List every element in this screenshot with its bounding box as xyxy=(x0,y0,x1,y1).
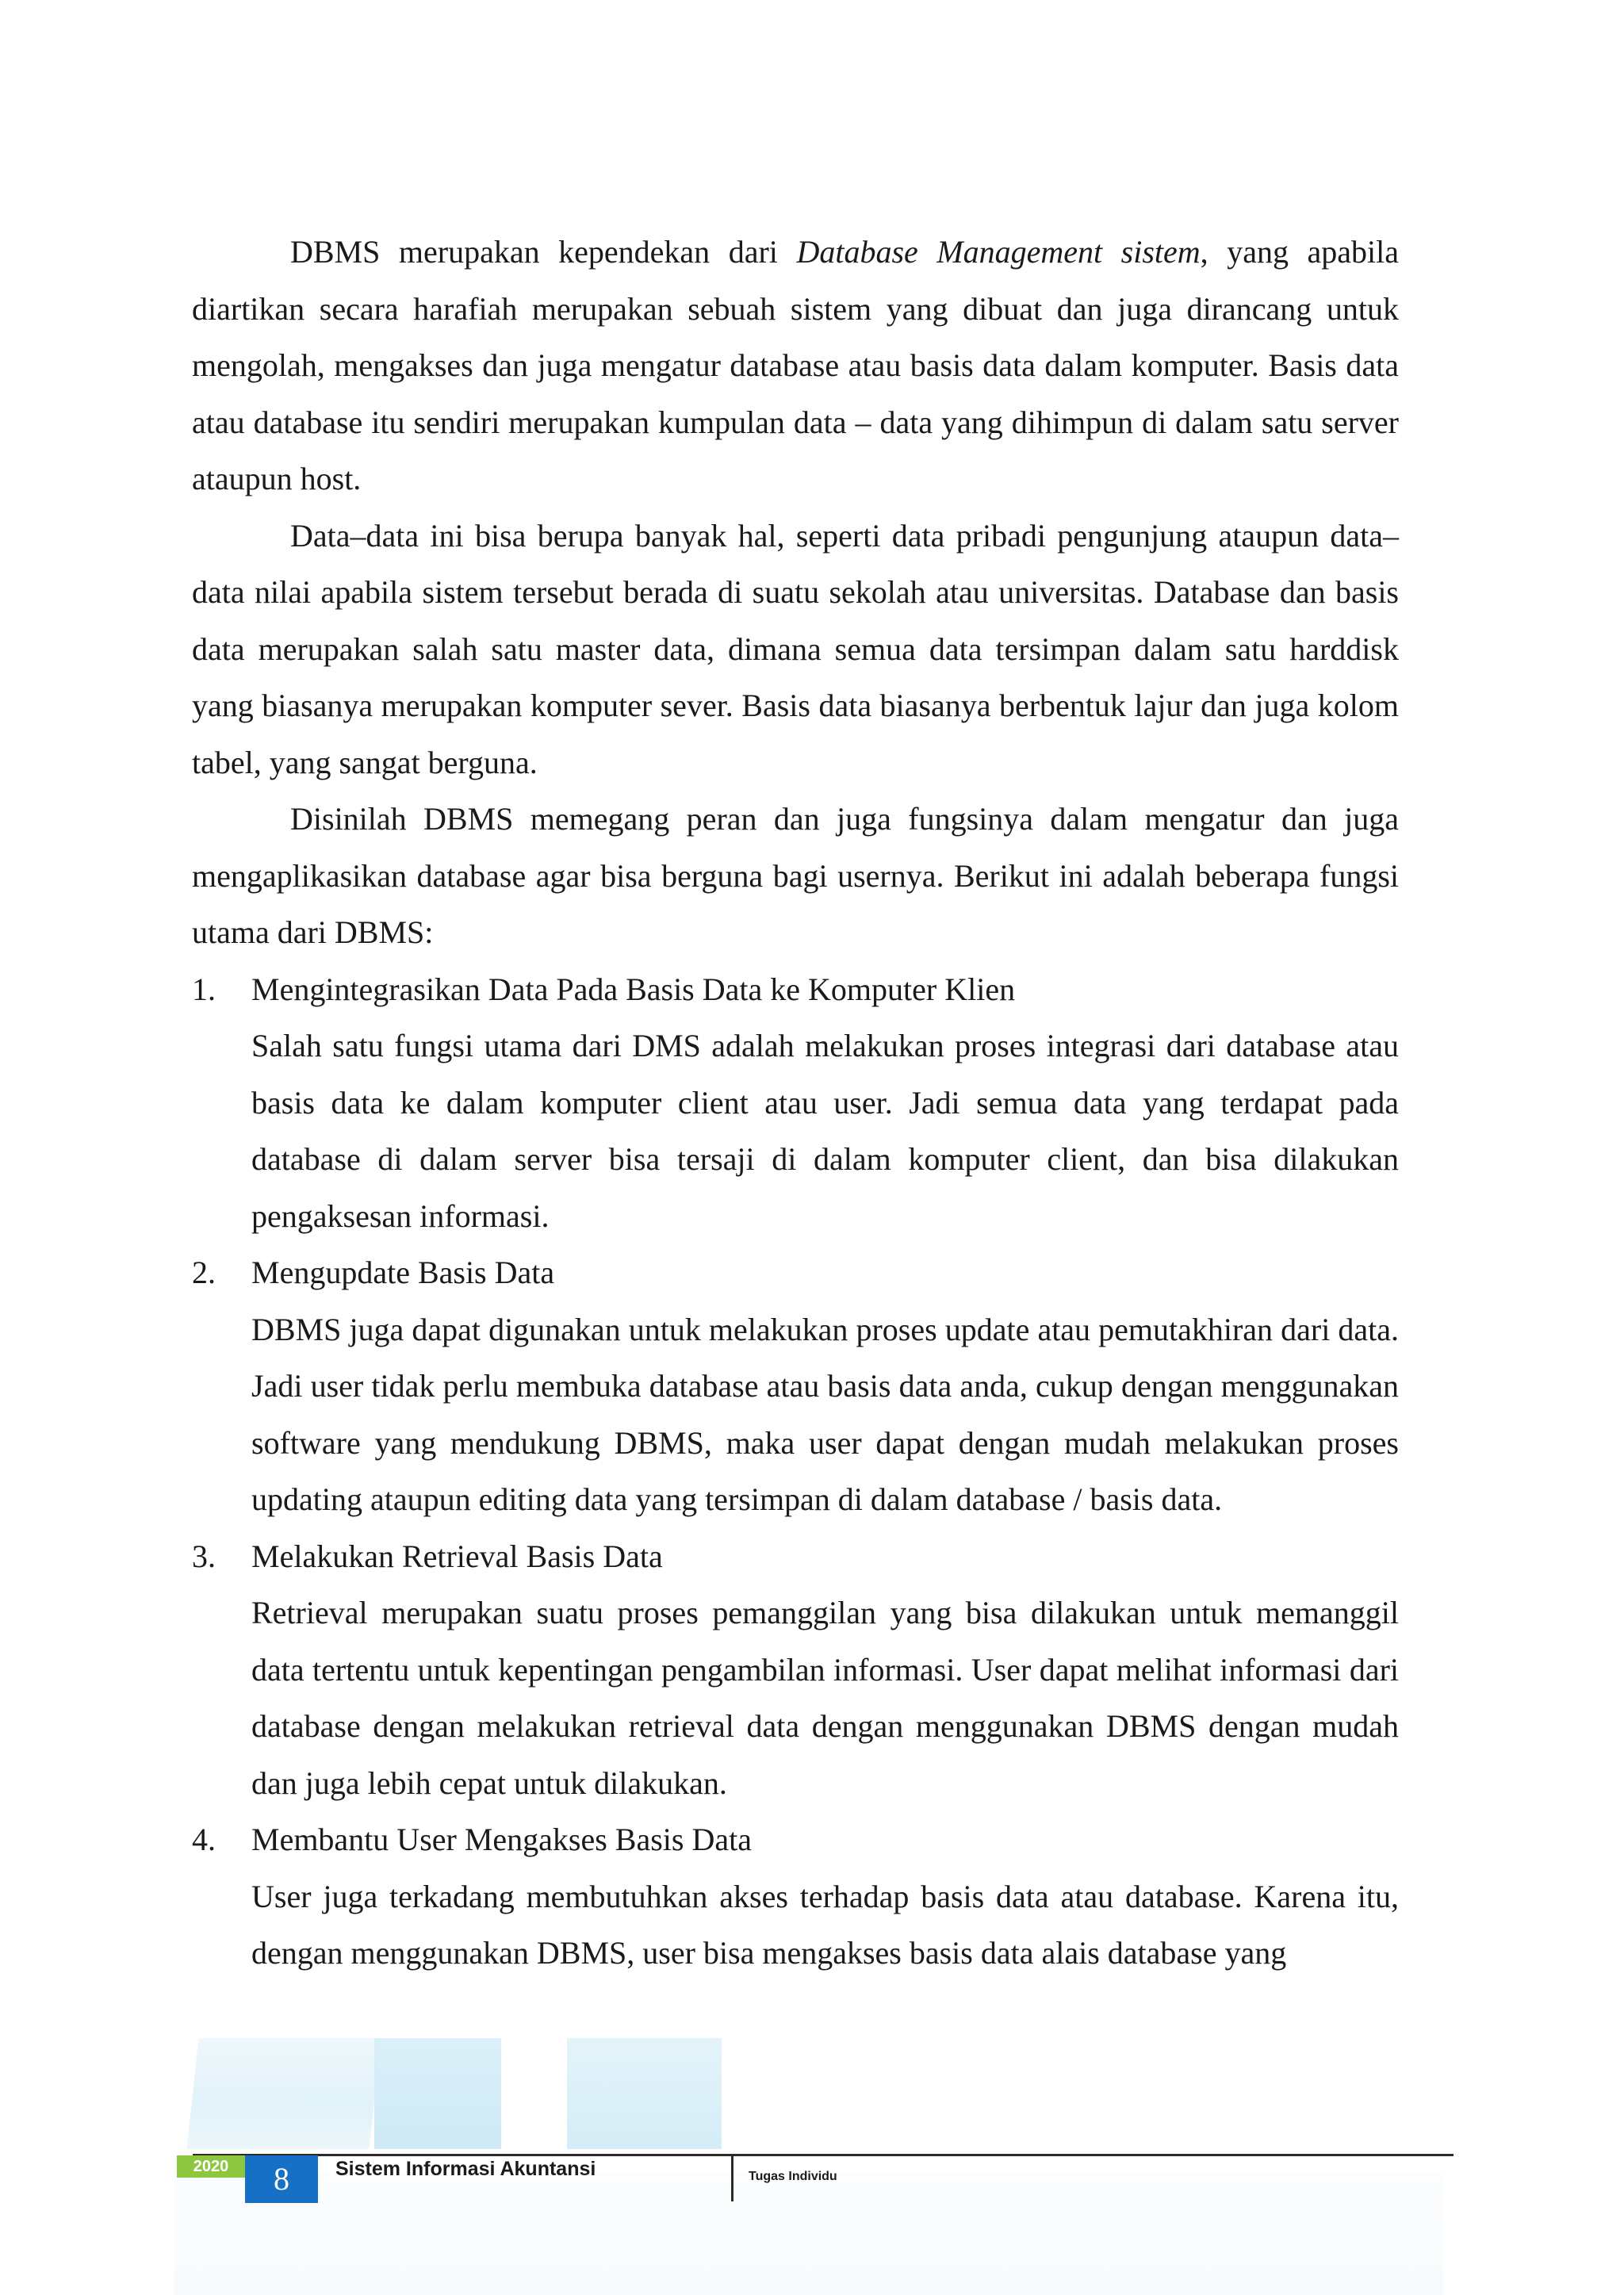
body-text xyxy=(192,224,1399,1982)
list-number: 2. xyxy=(192,1255,216,1290)
paragraph-intro xyxy=(192,224,1399,508)
list-item-title: Mengupdate Basis Data xyxy=(251,1255,555,1290)
watermark-stripe xyxy=(567,2038,722,2149)
paragraph-intro-rest: , yang apabila diartikan secara harafiah merupakan sebuah sistem yang dibuat dan juga dirancang untuk mengolah, mengakses dan juga mengatur database atau basis data dalam komputer. Basis data atau database itu sendiri merupakan kumpulan data – data yang dihimpun di dalam satu server ataupun host. xyxy=(192,234,1399,496)
paragraph-dbms-role: Disinilah DBMS memegang peran dan juga fungsinya dalam mengatur dan juga mengaplikasikan database agar bisa berguna bagi usernya. Berikut ini adalah beberapa fungsi utama dari DBMS: xyxy=(192,801,1399,950)
list-item xyxy=(192,961,1399,1245)
watermark-fade xyxy=(174,2173,1443,2295)
footer-title: Sistem Informasi Akuntansi xyxy=(335,2158,596,2180)
list-item xyxy=(192,1244,1399,1528)
footer-divider xyxy=(731,2154,733,2201)
list-item-title: Mengintegrasikan Data Pada Basis Data ke Komputer Klien xyxy=(251,971,1016,1007)
watermark-stripe xyxy=(374,2038,501,2149)
list-item-body: Retrieval merupakan suatu proses pemanggilan yang bisa dilakukan untuk memanggil data tertentu untuk kepentingan pengambilan informasi. User dapat melihat informasi dari database dengan melakukan retrieval data dengan menggunakan DBMS dengan mudah dan juga lebih cepat untuk dilakukan. xyxy=(251,1595,1399,1801)
paragraph-data-examples: Data–data ini bisa berupa banyak hal, seperti data pribadi pengunjung ataupun data–data nilai apabila sistem tersebut berada di suatu sekolah atau universitas. Database dan basis data merupakan salah satu master data, dimana semua data tersimpan dalam satu harddisk yang biasanya merupakan komputer sever. Basis data biasanya berbentuk lajur dan juga kolom tabel, yang sangat berguna. xyxy=(192,517,1399,780)
paragraph-intro-term: Database Management sistem xyxy=(796,234,1201,270)
year-badge: 2020 xyxy=(177,2155,245,2178)
list-item xyxy=(192,1528,1399,1812)
list-number: 4. xyxy=(192,1822,216,1857)
list-item-body: User juga terkadang membutuhkan akses terhadap basis data atau database. Karena itu, dengan menggunakan DBMS, user bisa mengakses basis data alais database yang xyxy=(251,1878,1399,1971)
page-number-badge: 8 xyxy=(245,2155,318,2203)
footer-note: Tugas Individu xyxy=(749,2170,837,2183)
list-item-body: Salah satu fungsi utama dari DMS adalah melakukan proses integrasi dari database atau basis data ke dalam komputer client atau user. Jadi semua data yang terdapat pada database di dalam server bisa tersaji di dalam komputer client, dan bisa dilakukan pengaksesan informasi. xyxy=(251,1028,1399,1234)
list-item-title: Melakukan Retrieval Basis Data xyxy=(251,1538,663,1574)
paragraph-intro-lead: DBMS merupakan kependekan dari xyxy=(290,234,797,270)
watermark-stripe xyxy=(187,2038,381,2149)
list-item xyxy=(192,1811,1399,1982)
list-number: 1. xyxy=(192,971,216,1007)
list-number: 3. xyxy=(192,1538,216,1574)
function-list xyxy=(192,961,1399,1982)
list-item-body: DBMS juga dapat digunakan untuk melakukan proses update atau pemutakhiran dari data. Jadi user tidak perlu membuka database atau basis data anda, cukup dengan menggunakan software yang mendukung DBMS, maka user dapat dengan mudah melakukan proses updating ataupun editing data yang tersimpan di dalam database / basis data. xyxy=(251,1311,1399,1517)
list-item-title: Membantu User Mengakses Basis Data xyxy=(251,1822,752,1857)
